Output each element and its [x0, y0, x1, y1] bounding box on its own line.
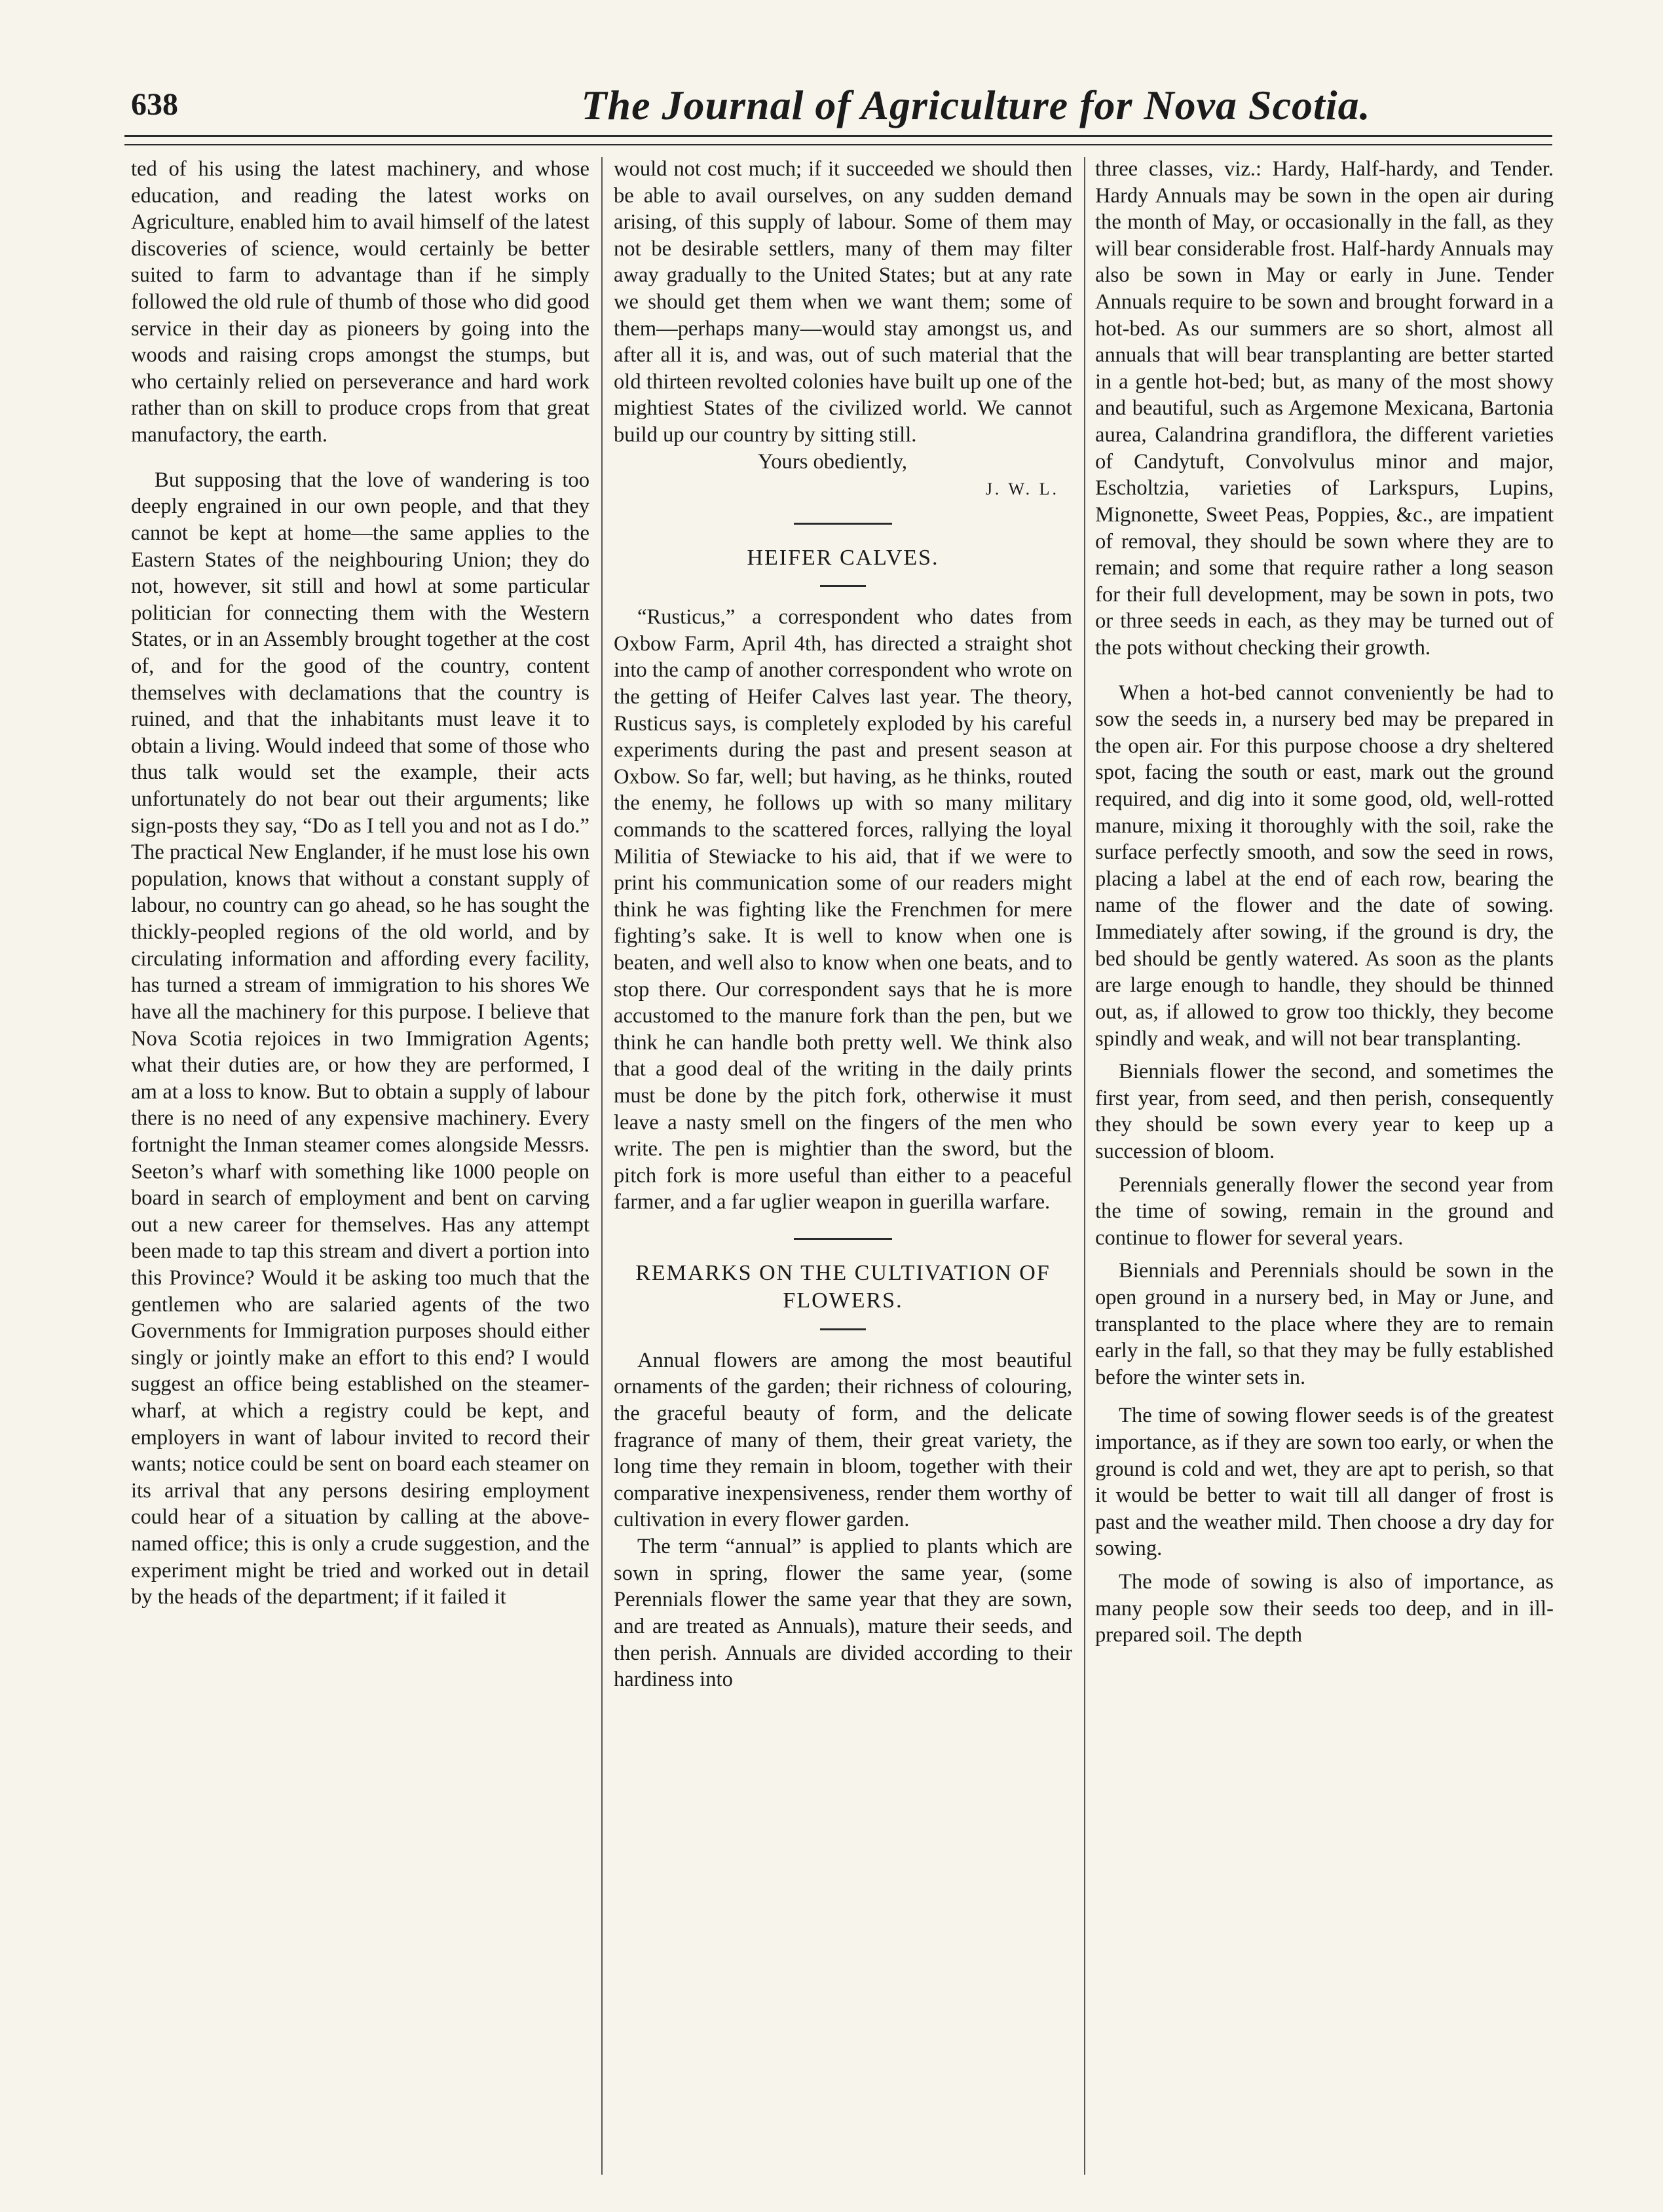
journal-title: The Journal of Agriculture for Nova Scotia. [581, 82, 1371, 128]
column-1 [131, 156, 589, 2173]
column-3 [1095, 156, 1554, 2173]
page-number: 638 [131, 87, 178, 122]
paragraph: Perennials generally flower the second year from the time of sowing, remain in the ground and continue to flower for several years. [1095, 1172, 1554, 1250]
column-2 [614, 156, 1072, 2173]
column-divider-2 [1084, 157, 1085, 2175]
paragraph: Biennials flower the second, and sometimes the first year, from seed, and then perish, consequently they should be sown every year to keep up a succession of bloom. [1095, 1060, 1554, 1163]
heading-rule [820, 585, 866, 587]
section-separator [794, 523, 892, 525]
article-heading: REMARKS ON THE CULTIVATION OF FLOWERS. [635, 1261, 1051, 1313]
paragraph: But supposing that the love of wandering is too deeply engrained in our own people, and that they cannot be kept at home—the same applies to the Eastern States of the neighbouring Union; they do not, however, sit still and howl at some particular politician for connecting them with the Western States, or in an Assembly brought together at the cost of, and for the good of the country, content themselves with declamations that the country is ruined, and that the inhabitants must leave it to obtain a living. Would indeed that some of those who thus talk would set the example, their acts unfortunately do not bear out their arguments; like sign-posts they say, “Do as I tell you and not as I do.” The practical New Englander, if he must lose his own population, knows that without a constant supply of labour, no country can go ahead, so he has sought the thickly-peopled regions of the old world, and by circulating information and affording every facility, has turned a stream of immigration to his shores We have all the machinery for this purpose. I believe that Nova Scotia rejoices in two Immigration Agents; what their duties are, or how they are performed, I am at a loss to know. But to obtain a supply of labour there is no need of any expensive machinery. Every fortnight the Inman steamer comes alongside Messrs. Seeton’s wharf with something like 1000 people on board in search of employment and bent on carving out a new career for themselves. Has any attempt been made to tap this stream and divert a portion into this Province? Would it be asking too much that the gentlemen who are salaried agents of the two Governments for Immigration purposes should either singly or jointly make an effort to this end? I would suggest an office being established on the steamer-wharf, at which a registry could be kept, and employers in want of labour invited to record their wants; notice could be sent on board each steamer on its arrival that any persons desiring employment could hear of a situation by calling at the above-named office; this is only a crude suggestion, and the experiment might be tried and worked out in detail by the heads of the department; if it failed it [131, 468, 589, 1609]
section-separator [794, 1238, 892, 1240]
paragraph: ted of his using the latest machinery, and whose education, and reading the latest works on Agriculture, enabled him to avail himself of the latest discoveries of science, would certainly be better suited to farm to advantage than if he simply followed the old rule of thumb of those who did good service in their day as pioneers by going into the woods and raising crops amongst the stumps, but who certainly relied on perseverance and hard work rather than on skill to produce crops from that great manufactory, the earth. [131, 157, 589, 447]
paragraph: Biennials and Perennials should be sown in the open ground in a nursery bed, in May or June, and transplanted to the place where they are to remain early in the fall, so that they may be fully established before the winter sets in. [1095, 1259, 1554, 1389]
column-divider-1 [601, 157, 603, 2175]
paragraph: The mode of sowing is also of importance, as many people sow their seeds too deep, and in ill-prepared soil. The depth [1095, 1570, 1554, 1647]
article-heading: HEIFER CALVES. [747, 545, 939, 570]
paragraph: would not cost much; if it succeeded we should then be able to avail ourselves, on any sudden demand arising, of this supply of labour. Some of them may not be desirable settlers, many of them may filter away gradually to the United States; but at any rate we should get them when we want them; some of them—perhaps many—would stay amongst us, and after all it is, and was, out of such material that the old thirteen revolted colonies have built up one of the mightiest States of the civilized world. We cannot build up our country by sitting still. [614, 157, 1072, 447]
paragraph: The time of sowing flower seeds is of the greatest importance, as if they are sown too early, or when the ground is cold and wet, they are apt to perish, so that it would be better to wait till all danger of frost is past and the weather mild. Then choose a dry day for sowing. [1095, 1404, 1554, 1561]
paragraph: When a hot-bed cannot conveniently be had to sow the seeds in, a nursery bed may be prepared in the open air. For this purpose choose a dry sheltered spot, facing the south or east, mark out the ground required, and dig into it some good, old, well-rotted manure, mixing it thoroughly with the soil, rake the surface perfectly smooth, and sow the seed in rows, placing a label at the end of each row, bearing the name of the flower and the date of sowing. Immediately after sowing, if the ground is dry, the bed should be gently watered. As soon as the plants are large enough to handle, they should be thinned out, as, if allowed to grow too thickly, they become spindly and weak, and will not bear transplanting. [1095, 681, 1554, 1051]
paragraph: Annual flowers are among the most beautiful ornaments of the garden; their richness of colouring, the graceful beauty of form, and the delicate fragrance of many of them, their great variety, the long time they remain in bloom, together with their comparative inexpensiveness, render them worthy of cultivation in every flower garden. [614, 1348, 1072, 1532]
paragraph: three classes, viz.: Hardy, Half-hardy, and Tender. Hardy Annuals may be sown in the open air during the month of May, or occasionally in the fall, as they will bear considerable frost. Half-hardy Annuals may also be sown in May or early in June. Tender Annuals require to be sown and brought forward in a hot-bed. As our summers are so short, almost all annuals that will bear transplanting are better started in a gentle hot-bed; but, as many of the most showy and beautiful, such as Argemone Mexicana, Bartonia aurea, Calandrina grandiflora, the different varieties of Candytuft, Convolvulus minor and major, Escholtzia, varieties of Larkspurs, Lupins, Mignonette, Sweet Peas, Poppies, &c., are impatient of removal, they should be sown where they are to remain; and some that require rather a long season for their full development, may be sown in pots, two or three seeds in each, as they may be turned out of the pots without checking their growth. [1095, 157, 1554, 660]
letter-signature: J. W. L. [985, 479, 1059, 499]
paragraph: The term “annual” is applied to plants which are sown in spring, flower the same year, (some Perennials flower the same year that they are sown, and are treated as Annuals), mature their seeds, and then perish. Annuals are divided according to their hardiness into [614, 1535, 1072, 1692]
page-header [124, 79, 1552, 138]
paragraph: “Rusticus,” a correspondent who dates from Oxbow Farm, April 4th, has directed a straight shot into the camp of another correspondent who wrote on the getting of Heifer Calves last year. The theory, Rusticus says, is completely exploded by his careful experiments during the past and present season at Oxbow. So far, well; but having, as he thinks, routed the enemy, he follows up with so many military commands to the scattered forces, rallying the loyal Militia of Stewiacke to his aid, that if we were to print his communication some of our readers might think he was fighting like the Frenchmen for mere fighting’s sake. It is well to know when one is beaten, and well also to know when one beats, and to stop there. Our correspondent says that he is more accustomed to the manure fork than the pen, but we think he can handle both pretty well. We think also that a good deal of the writing in the daily prints must be done by the pitch fork, otherwise it must leave a nasty smell on the fingers of the men who write. The pen is mightier than the sword, but the pitch fork is more useful than either to a peaceful farmer, and a far uglier weapon in guerilla warfare. [614, 605, 1072, 1214]
header-rule-bottom [124, 144, 1552, 145]
heading-rule [820, 1328, 866, 1330]
letter-closing: Yours obediently, [758, 449, 908, 474]
header-rule-top [124, 135, 1552, 137]
